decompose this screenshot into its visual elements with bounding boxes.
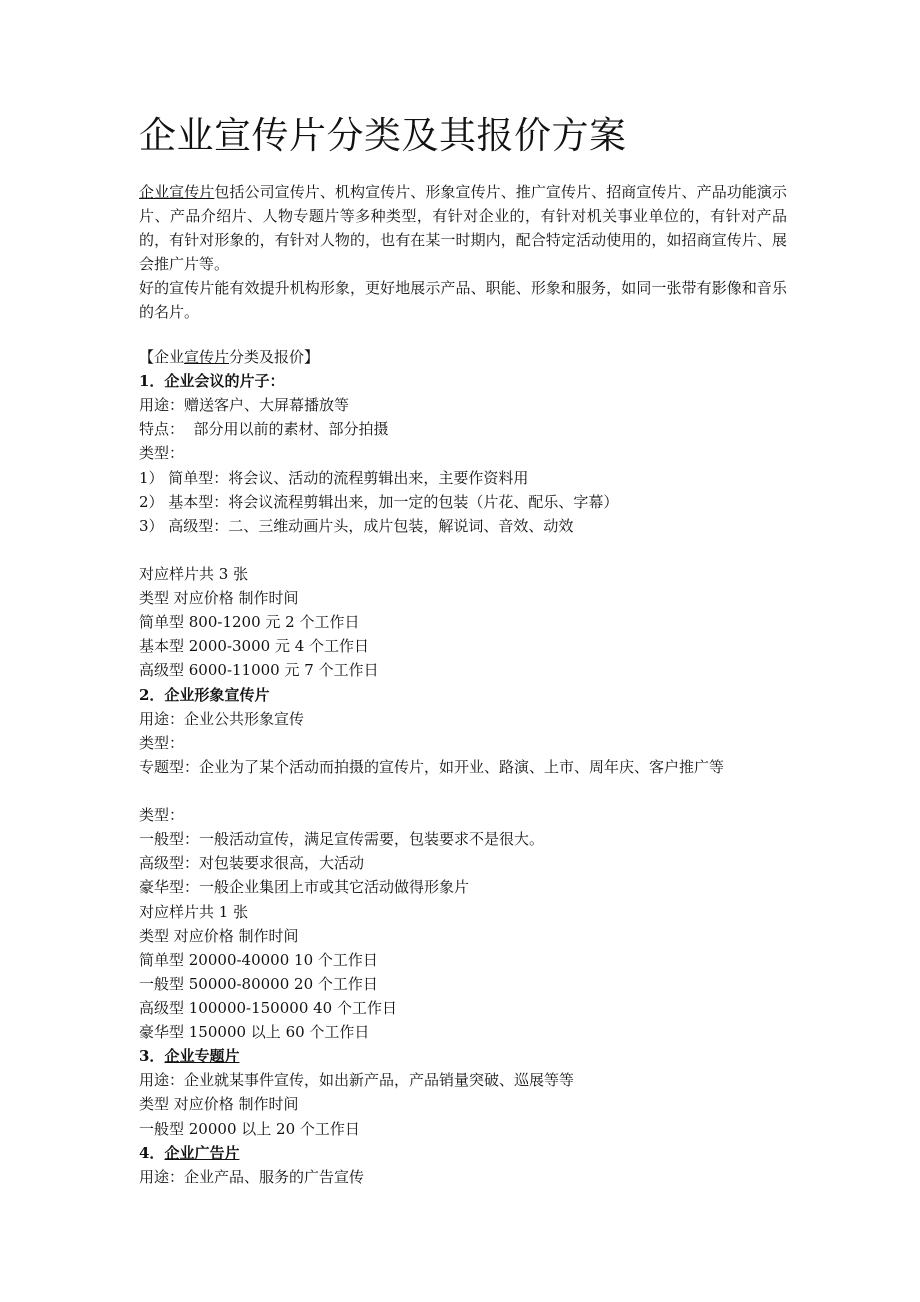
section-1-usage: 用途：赠送客户、大屏幕播放等 — [139, 396, 350, 415]
section-2-price-row: 一般型 50000-80000 20 个工作日 — [139, 974, 378, 993]
section-4-usage: 用途：企业产品、服务的广告宣传 — [139, 1167, 365, 1186]
section-3-usage: 用途：企业就某事件宣传，如出新产品，产品销量突破、巡展等等 — [139, 1071, 575, 1090]
section-1-type-item: 3） 高级型：二、三维动画片头，成片包装，解说词、音效、动效 — [139, 516, 574, 535]
document-body — [139, 345, 789, 1189]
section-2-type-label: 类型： — [139, 733, 185, 752]
section-2-price-row: 豪华型 150000 以上 60 个工作日 — [139, 1023, 370, 1042]
section-3-heading: 3．企业专题片 — [139, 1047, 240, 1066]
section-4-link[interactable]: 企业广告片 — [164, 1143, 240, 1162]
classification-heading: 【企业宣传片分类及报价】 — [139, 348, 320, 366]
section-2-usage: 用途：企业公共形象宣传 — [139, 709, 305, 728]
section-1-heading: 1．企业会议的片子： — [139, 372, 285, 391]
section-3-link[interactable]: 企业专题片 — [164, 1047, 240, 1066]
section-1-price-row: 高级型 6000-11000 元 7 个工作日 — [139, 661, 379, 680]
section-1-price-row: 基本型 2000-3000 元 4 个工作日 — [139, 637, 370, 656]
section-1-price-row: 简单型 800-1200 元 2 个工作日 — [139, 613, 360, 632]
blank-line — [139, 779, 789, 803]
section-2-price-row: 高级型 100000-150000 40 个工作日 — [139, 998, 397, 1017]
section-1-samples: 对应样片共 3 张 — [139, 564, 249, 583]
section-2-type-label-2: 类型： — [139, 806, 185, 825]
section-1-type-item: 2） 基本型：将会议流程剪辑出来，加一定的包装（片花、配乐、字幕） — [139, 492, 619, 511]
section-2-samples: 对应样片共 1 张 — [139, 902, 249, 921]
blank-line — [139, 538, 789, 562]
intro-paragraph-2: 好的宣传片能有效提升机构形象，更好地展示产品、职能、形象和服务，如同一张带有影像和音乐的名片。 — [139, 279, 787, 321]
section-3-table-header: 类型 对应价格 制作时间 — [139, 1095, 299, 1114]
section-2-heading: 2．企业形象宣传片 — [139, 685, 270, 704]
classification-link[interactable]: 宣传片 — [184, 348, 230, 366]
section-1-type-item: 1） 简单型：将会议、活动的流程剪辑出来，主要作资料用 — [139, 468, 529, 487]
intro-section — [139, 180, 787, 324]
section-2-type-item: 高级型：对包装要求很高，大活动 — [139, 854, 365, 873]
section-1-table-header: 类型 对应价格 制作时间 — [139, 589, 299, 608]
section-2-type-item: 豪华型：一般企业集团上市或其它活动做得形象片 — [139, 878, 470, 897]
section-3-price-row: 一般型 20000 以上 20 个工作日 — [139, 1119, 360, 1138]
intro-paragraph-1-text: 包括公司宣传片、机构宣传片、形象宣传片、推广宣传片、招商宣传片、产品功能演示片、产品介绍片、人物专题片等多种类型，有针对企业的，有针对机关事业单位的，有针对产品的，有针对形象的，有针对人物的，也有在某一时期内，配合特定活动使用的，如招商宣传片、展会推广片等。 — [139, 183, 787, 273]
document-title: 企业宣传片分类及其报价方案 — [139, 114, 627, 157]
intro-paragraph-1 — [139, 180, 787, 276]
section-2-table-header: 类型 对应价格 制作时间 — [139, 926, 299, 945]
section-4-heading: 4．企业广告片 — [139, 1143, 240, 1162]
promo-film-link[interactable]: 企业宣传片 — [139, 183, 215, 201]
section-2-type-item: 一般型：一般活动宣传，满足宣传需要，包装要求不是很大。 — [139, 830, 545, 849]
section-2-special-type: 专题型：企业为了某个活动而拍摄的宣传片，如开业、路演、上市、周年庆、客户推广等 — [139, 757, 725, 776]
section-1-features: 特点： 部分用以前的素材、部分拍摄 — [139, 420, 389, 439]
section-1-type-label: 类型： — [139, 444, 185, 463]
section-2-price-row: 简单型 20000-40000 10 个工作日 — [139, 950, 378, 969]
